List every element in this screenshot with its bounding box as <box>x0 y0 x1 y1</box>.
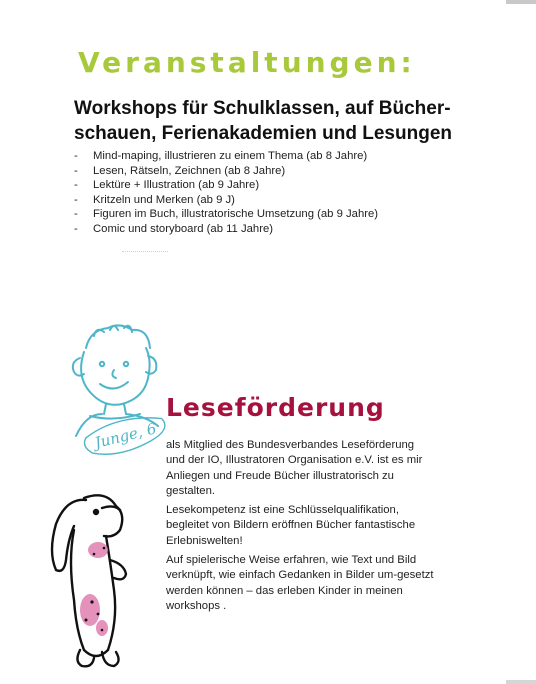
workshops-subheading: Workshops für Schulklassen, auf Bücher-schauen, Ferienakademien und Lesungen <box>74 98 452 144</box>
workshop-list <box>74 149 378 237</box>
list-item-text: Figuren im Buch, illustratorische Umsetzung (ab 9 Jahre) <box>93 208 379 221</box>
list-item <box>74 222 378 237</box>
list-item <box>74 149 378 164</box>
dog-sketch-illustration <box>44 490 144 675</box>
list-dash: - <box>74 222 78 235</box>
page-corner-mark <box>506 0 536 4</box>
reading-promotion-heading: Leseförderung <box>166 393 385 422</box>
list-item-text: Mind-maping, illustrieren zu einem Thema (ab 8 Jahre) <box>93 150 368 162</box>
list-item-text: Lektüre + Illustration (ab 9 Jahre) <box>93 179 260 192</box>
list-dash: - <box>74 193 78 206</box>
list-item-text: Lesen, Rätseln, Zeichnen (ab 8 Jahre) <box>93 164 286 177</box>
boy-label: Junge, 6 <box>92 419 159 452</box>
list-item-text: Kritzeln und Merken (ab 9 J) <box>93 193 235 206</box>
list-item <box>74 193 378 208</box>
list-dash: - <box>74 208 78 221</box>
faint-divider <box>122 251 168 254</box>
list-dash: - <box>74 150 78 162</box>
paragraph-membership: als Mitglied des Bundesverbandes Leseförderung und der IO, Illustratoren Organisation e.V. ist es mir Anliegen und Freude Bücher illustratorisch zu gestalten. <box>166 439 423 497</box>
list-item <box>74 178 378 193</box>
list-item-text: Comic und storyboard (ab 11 Jahre) <box>93 222 273 235</box>
paragraph-literacy: Lesekompetenz ist eine Schlüsselqualifikation, begleitet von Bildern eröffnen Bücher fantastische Erlebniswelten! <box>166 504 416 547</box>
list-item <box>74 207 378 222</box>
paragraph-workshops: Auf spielerische Weise erfahren, wie Text und Bild verknüpft, wie einfach Gedanken in Bilder um-gesetzt werden können – das erleben Kinder in meinen workshops . <box>166 554 434 612</box>
events-heading: Veranstaltungen: <box>78 46 416 79</box>
page-corner-mark-bottom <box>506 680 536 684</box>
list-dash: - <box>74 179 78 192</box>
list-item <box>74 164 378 179</box>
list-dash: - <box>74 164 78 177</box>
